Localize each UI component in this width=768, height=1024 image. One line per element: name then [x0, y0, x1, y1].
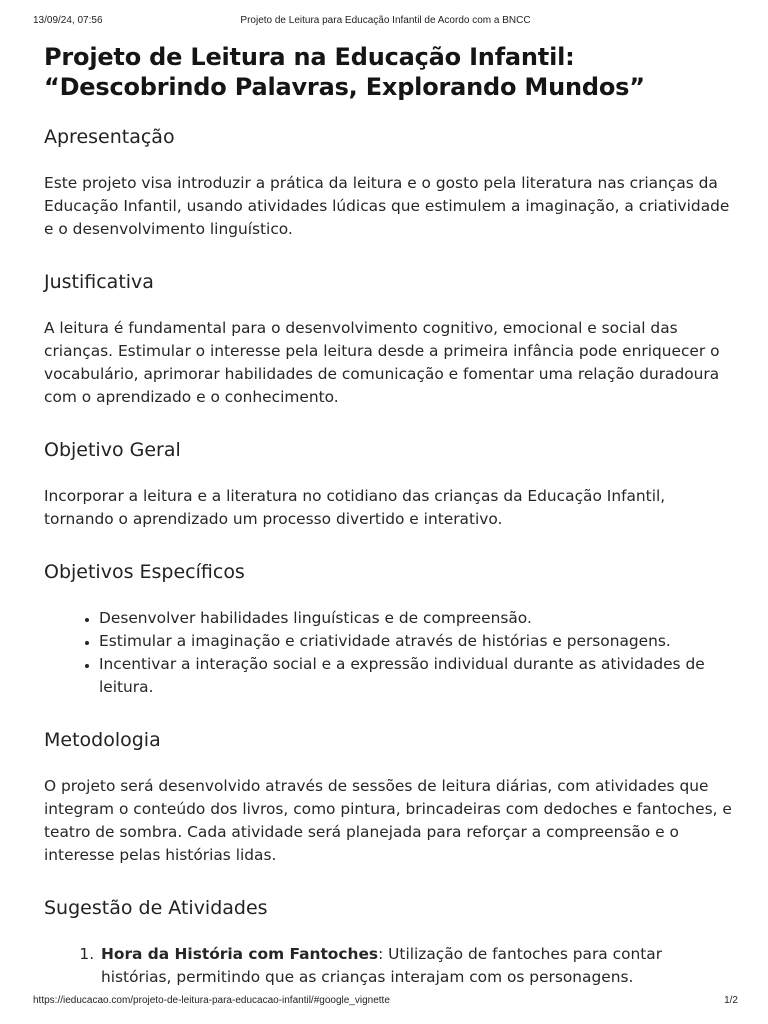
section-text-objetivo-geral: Incorporar a leitura e a literatura no cotidiano das crianças da Educação Infantil, tornando o aprendizado um processo divertido e interativo.: [44, 487, 666, 528]
print-page-title: Projeto de Leitura para Educação Infantil de Acordo com a BNCC: [240, 15, 531, 26]
print-header: [33, 15, 738, 29]
activity-title: Hora da História com Fantoches: [101, 945, 379, 963]
print-datetime: 13/09/24, 07:56: [33, 15, 103, 26]
section-text-justificativa: A leitura é fundamental para o desenvolvimento cognitivo, emocional e social das crianças. Estimular o interesse pela leitura desde a primeira infância pode enriquecer o vocabulário, aprimorar habilidades de comunicação e fomentar uma relação duradoura com o aprendizado e o conhecimento.: [44, 319, 720, 406]
section-text-metodologia: O projeto será desenvolvido através de sessões de leitura diárias, com atividades que integram o conteúdo dos livros, como pintura, brincadeiras com dedoches e fantoches, e teatro de sombra. Cada atividade será planejada para reforçar a compreensão e o interesse pelas histórias lidas.: [44, 777, 732, 864]
article-title: Projeto de Leitura na Educação Infantil: “Descobrindo Palavras, Explorando Mundos”: [44, 43, 645, 101]
activity-description: : Utilização de fantoches para contar histórias, permitindo que as crianças interajam com os personagens.: [101, 945, 663, 986]
atividades-list: [44, 943, 734, 989]
article: [44, 42, 734, 1017]
list-item: • Incentivar a interação social e a expressão individual durante as atividades de leitura.: [99, 653, 734, 699]
page-number: 1/2: [724, 995, 738, 1006]
section-heading-justificativa: Justificativa: [44, 271, 154, 293]
list-item: [99, 943, 734, 989]
section-text-apresentacao: Este projeto visa introduzir a prática da leitura e o gosto pela literatura nas crianças da Educação Infantil, usando atividades lúdicas que estimulem a imaginação, a criatividade e o desenvolvimento linguístico.: [44, 174, 730, 238]
section-heading-apresentacao: Apresentação: [44, 126, 175, 148]
print-url: https://ieducacao.com/projeto-de-leitura-para-educacao-infantil/#google_vignette: [33, 995, 390, 1006]
list-item: • Desenvolver habilidades linguísticas e de compreensão.: [99, 607, 734, 630]
list-item: • Estimular a imaginação e criatividade através de histórias e personagens.: [99, 630, 734, 653]
section-heading-metodologia: Metodologia: [44, 729, 161, 751]
section-heading-objetivo-geral: Objetivo Geral: [44, 439, 181, 461]
section-heading-objetivos-especificos: Objetivos Específicos: [44, 561, 245, 583]
objetivos-list: [44, 607, 734, 699]
section-heading-sugestao: Sugestão de Atividades: [44, 897, 268, 919]
print-footer: [33, 995, 738, 1009]
